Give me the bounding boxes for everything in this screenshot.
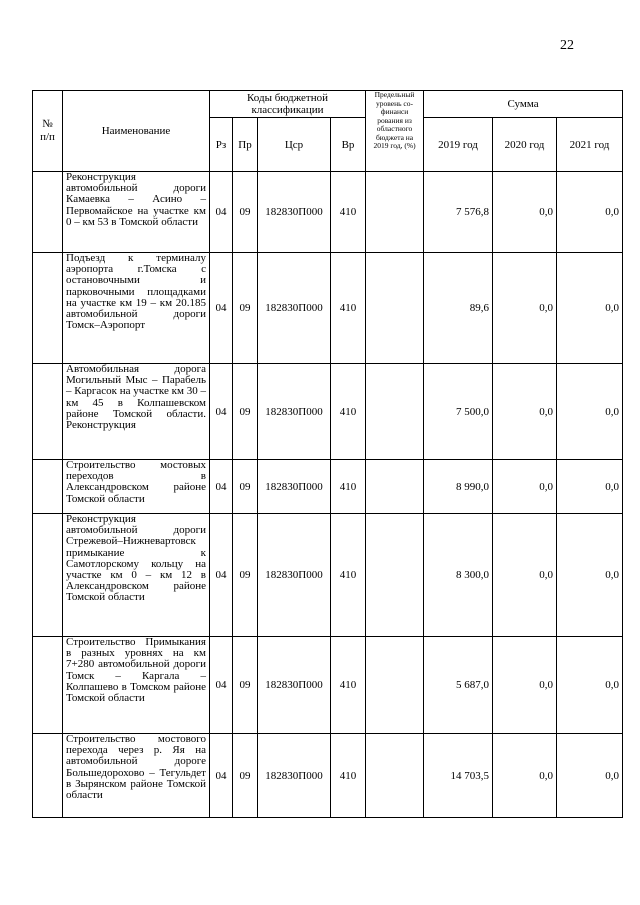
row-2020: 0,0 bbox=[493, 364, 557, 460]
row-2021: 0,0 bbox=[557, 364, 623, 460]
table-row bbox=[33, 637, 623, 734]
row-rz: 04 bbox=[210, 637, 233, 734]
header-cofinancing-limit: Предельный уровень со-финанси рования из областного бюджета на 2019 год, (%) bbox=[366, 91, 424, 172]
row-2019: 7 576,8 bbox=[424, 172, 493, 253]
row-2021: 0,0 bbox=[557, 460, 623, 514]
row-csr: 182830П000 bbox=[258, 364, 331, 460]
row-2021: 0,0 bbox=[557, 514, 623, 637]
row-csr: 182830П000 bbox=[258, 734, 331, 818]
row-limit bbox=[366, 514, 424, 637]
row-2020: 0,0 bbox=[493, 253, 557, 364]
row-name: Строительство мостовых переходов в Александровском районе Томской области bbox=[63, 460, 210, 514]
table-row bbox=[33, 253, 623, 364]
header-sum: Сумма bbox=[424, 91, 623, 118]
row-2019: 8 300,0 bbox=[424, 514, 493, 637]
row-num bbox=[33, 637, 63, 734]
header-codes: Коды бюджетной классификации bbox=[210, 91, 366, 118]
row-2020: 0,0 bbox=[493, 172, 557, 253]
row-2021: 0,0 bbox=[557, 734, 623, 818]
table-row bbox=[33, 460, 623, 514]
header-pr: Пр bbox=[233, 118, 258, 172]
row-2020: 0,0 bbox=[493, 734, 557, 818]
row-pr: 09 bbox=[233, 514, 258, 637]
row-2021: 0,0 bbox=[557, 253, 623, 364]
row-rz: 04 bbox=[210, 253, 233, 364]
row-csr: 182830П000 bbox=[258, 514, 331, 637]
row-name: Строительство Примыкания в разных уровнях на км 7+280 автомобильной дороги Томск – Каргала – Колпашево в Томском районе Томской области bbox=[63, 637, 210, 734]
row-rz: 04 bbox=[210, 514, 233, 637]
row-num bbox=[33, 364, 63, 460]
budget-table bbox=[32, 90, 623, 818]
row-2020: 0,0 bbox=[493, 514, 557, 637]
row-pr: 09 bbox=[233, 734, 258, 818]
row-2021: 0,0 bbox=[557, 172, 623, 253]
row-num bbox=[33, 514, 63, 637]
header-csr: Цср bbox=[258, 118, 331, 172]
row-2019: 5 687,0 bbox=[424, 637, 493, 734]
table-row bbox=[33, 734, 623, 818]
row-rz: 04 bbox=[210, 172, 233, 253]
header-2019: 2019 год bbox=[424, 118, 493, 172]
row-pr: 09 bbox=[233, 460, 258, 514]
row-vr: 410 bbox=[331, 514, 366, 637]
header-2021: 2021 год bbox=[557, 118, 623, 172]
header-name: Наименование bbox=[63, 91, 210, 172]
row-2021: 0,0 bbox=[557, 637, 623, 734]
row-2019: 8 990,0 bbox=[424, 460, 493, 514]
row-csr: 182830П000 bbox=[258, 460, 331, 514]
row-num bbox=[33, 253, 63, 364]
row-vr: 410 bbox=[331, 460, 366, 514]
row-name: Строительство мостового перехода через р. Яя на автомобильной дороге Большедорохово – Тегульдет в Зырянском районе Томской области bbox=[63, 734, 210, 818]
row-vr: 410 bbox=[331, 253, 366, 364]
row-num bbox=[33, 460, 63, 514]
row-limit bbox=[366, 253, 424, 364]
row-num bbox=[33, 734, 63, 818]
row-2020: 0,0 bbox=[493, 460, 557, 514]
row-vr: 410 bbox=[331, 172, 366, 253]
header-rz: Рз bbox=[210, 118, 233, 172]
row-limit bbox=[366, 172, 424, 253]
row-limit bbox=[366, 734, 424, 818]
row-pr: 09 bbox=[233, 364, 258, 460]
row-pr: 09 bbox=[233, 253, 258, 364]
row-limit bbox=[366, 460, 424, 514]
row-name: Автомобильная дорога Могильный Мыс – Парабель – Каргасок на участке км 30 – км 45 в Колпашевском районе Томской области. Реконструкция bbox=[63, 364, 210, 460]
row-num bbox=[33, 172, 63, 253]
row-rz: 04 bbox=[210, 460, 233, 514]
row-limit bbox=[366, 637, 424, 734]
row-vr: 410 bbox=[331, 637, 366, 734]
page-number: 22 bbox=[560, 38, 574, 53]
row-rz: 04 bbox=[210, 734, 233, 818]
row-2020: 0,0 bbox=[493, 637, 557, 734]
row-2019: 89,6 bbox=[424, 253, 493, 364]
row-2019: 7 500,0 bbox=[424, 364, 493, 460]
table-row bbox=[33, 364, 623, 460]
table-row bbox=[33, 172, 623, 253]
header-num: № п/п bbox=[33, 91, 63, 172]
row-pr: 09 bbox=[233, 172, 258, 253]
row-2019: 14 703,5 bbox=[424, 734, 493, 818]
row-rz: 04 bbox=[210, 364, 233, 460]
row-limit bbox=[366, 364, 424, 460]
header-vr: Вр bbox=[331, 118, 366, 172]
row-csr: 182830П000 bbox=[258, 637, 331, 734]
row-csr: 182830П000 bbox=[258, 253, 331, 364]
table-row bbox=[33, 514, 623, 637]
row-name: Реконструкция автомобильной дороги Стрежевой–Нижневартовск примыкание к Самотлорскому кольцу на участке км 0 – км 12 в Александровском районе Томской области bbox=[63, 514, 210, 637]
row-vr: 410 bbox=[331, 364, 366, 460]
row-vr: 410 bbox=[331, 734, 366, 818]
row-name: Реконструкция автомобильной дороги Камаевка – Асино – Первомайское на участке км 0 – км 53 в Томской области bbox=[63, 172, 210, 253]
header-2020: 2020 год bbox=[493, 118, 557, 172]
row-pr: 09 bbox=[233, 637, 258, 734]
row-csr: 182830П000 bbox=[258, 172, 331, 253]
row-name: Подъезд к терминалу аэропорта г.Томска с остановочными и парковочными площадками на участке км 19 – км 20.185 автомобильной дороги Томск–Аэропорт bbox=[63, 253, 210, 364]
